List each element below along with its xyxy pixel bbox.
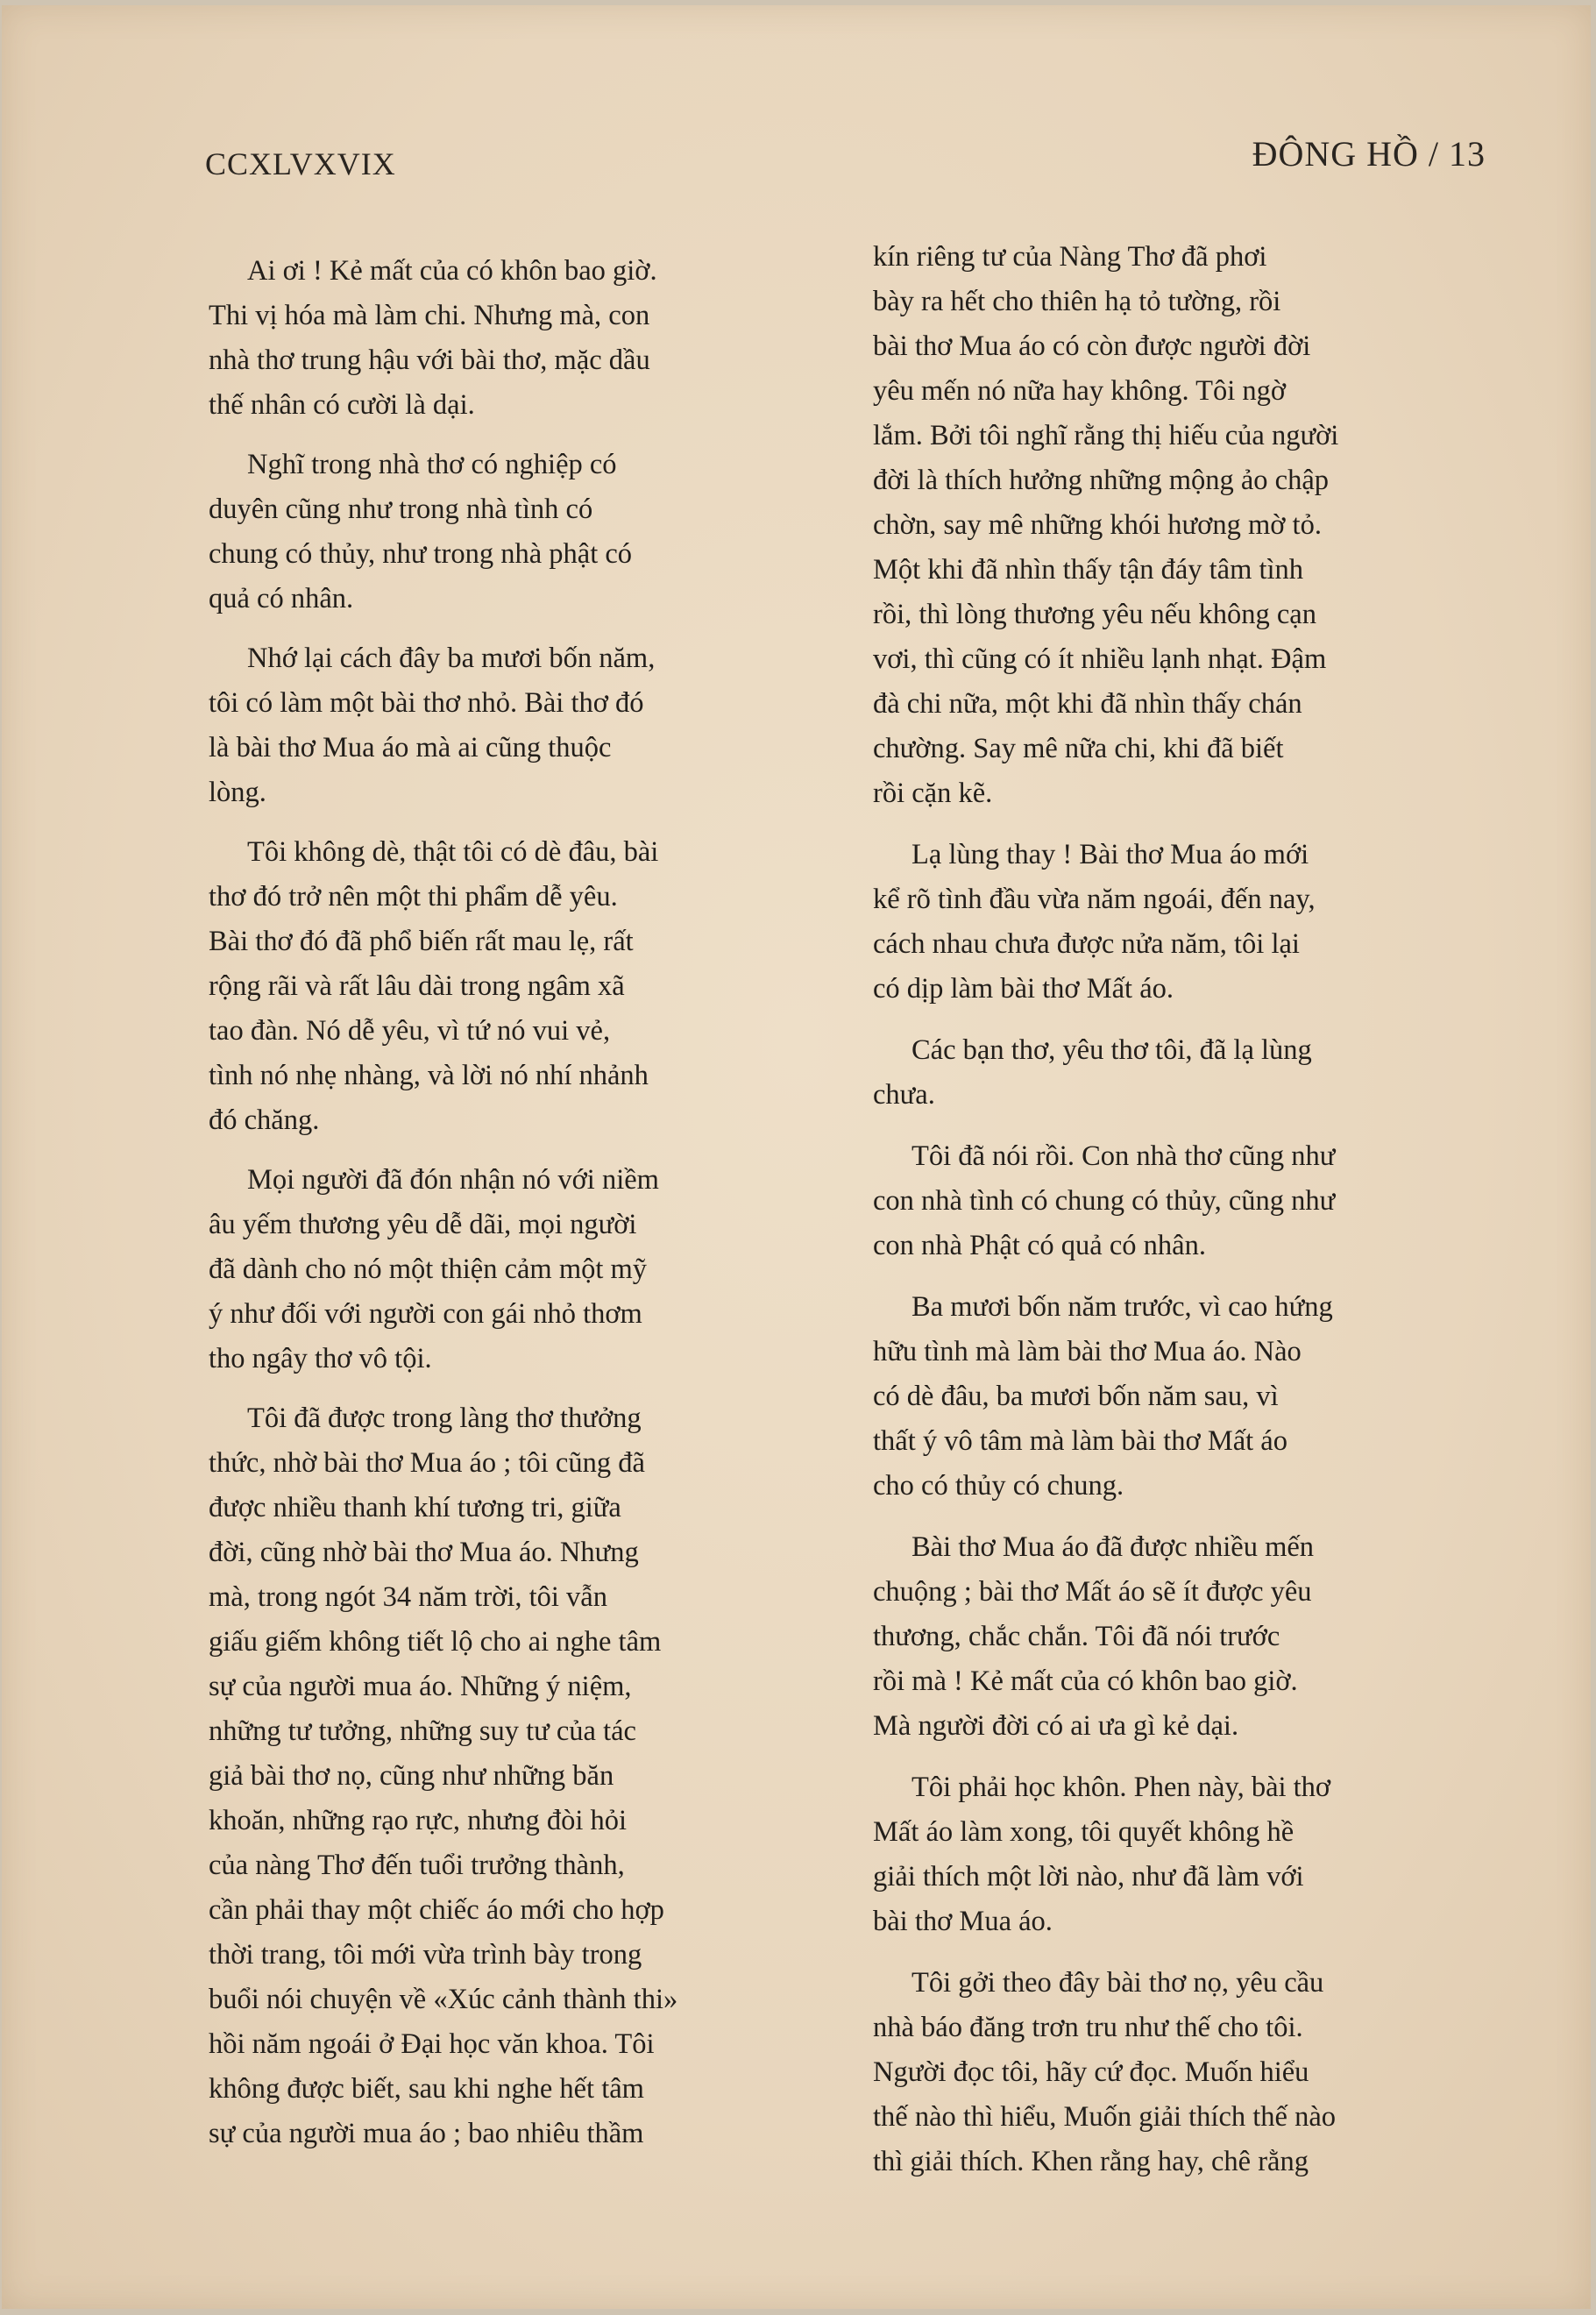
paragraph: Ba mươi bốn năm trước, vì cao hứng hữu tình mà làm bài thơ Mua áo. Nào có dè đâu, ba mươi bốn năm sau, vì thất ý vô tâm mà làm bài thơ Mất áo cho có thủy có chung. — [873, 1291, 1333, 1502]
paragraph: Tôi đã nói rồi. Con nhà thơ cũng như con nhà tình có chung có thủy, cũng như con nhà Phật có quả có nhân. — [873, 1140, 1336, 1261]
text-column-left — [209, 249, 831, 2171]
text-column-right — [873, 235, 1495, 2201]
running-head-left: CCXLVXVIX — [205, 146, 396, 181]
paragraph: kín riêng tư của Nàng Thơ đã phơi bày ra hết cho thiên hạ tỏ tường, rồi bài thơ Mua áo có còn được người đời yêu mến nó nữa hay không. Tôi ngờ lắm. Bởi tôi nghĩ rằng thị hiếu của người đời là thích hưởng những mộng ảo chập chờn, say mê những khói hương mờ tỏ. Một khi đã nhìn thấy tận đáy tâm tình rồi, thì lòng thương yêu nếu không cạn vơi, thì cũng có ít nhiều lạnh nhạt. Đậm đà chi nữa, một khi đã nhìn thấy chán chường. Say mê nữa chi, khi đã biết rồi cặn kẽ. — [873, 241, 1339, 809]
paragraph: Tôi gởi theo đây bài thơ nọ, yêu cầu nhà báo đăng trơn tru như thế cho tôi. Người đọc tôi, hãy cứ đọc. Muốn hiểu thế nào thì hiểu, Muốn giải thích thế nào thì giải thích. Khen rằng hay, chê rằng — [873, 1967, 1337, 2177]
running-head-right: ĐÔNG HỒ / 13 — [1252, 134, 1486, 174]
paragraph: Tôi phải học khôn. Phen này, bài thơ Mất áo làm xong, tôi quyết không hề giải thích một lời nào, như đã làm với bài thơ Mua áo. — [873, 1772, 1331, 1937]
paragraph: Tôi không dè, thật tôi có dè đâu, bài thơ đó trở nên một thi phẩm dễ yêu. Bài thơ đó đã phổ biến rất mau lẹ, rất rộng rãi và rất lâu dài trong ngâm xã tao đàn. Nó dễ yêu, vì tứ nó vui vẻ, tình nó nhẹ nhàng, và lời nó nhí nhảnh đó chăng. — [209, 836, 659, 1136]
paragraph: Nghĩ trong nhà thơ có nghiệp có duyên cũng như trong nhà tình có chung có thủy, như trong nhà phật có quả có nhân. — [209, 449, 633, 614]
paragraph: Ai ơi ! Kẻ mất của có khôn bao giờ. Thi vị hóa mà làm chi. Nhưng mà, con nhà thơ trung hậu với bài thơ, mặc dầu thế nhân có cười là dại. — [209, 255, 657, 421]
paragraph: Các bạn thơ, yêu thơ tôi, đã lạ lùng chưa. — [873, 1034, 1312, 1111]
paragraph: Bài thơ Mua áo đã được nhiều mến chuộng ; bài thơ Mất áo sẽ ít được yêu thương, chắc chắn. Tôi đã nói trước rồi mà ! Kẻ mất của có khôn bao giờ. Mà người đời có ai ưa gì kẻ dại. — [873, 1531, 1315, 1742]
paragraph: Mọi người đã đón nhận nó với niềm âu yếm thương yêu dễ dãi, mọi người đã dành cho nó một thiện cảm một mỹ ý như đối với người con gái nhỏ thơm tho ngây thơ vô tội. — [209, 1164, 659, 1374]
paragraph: Tôi đã được trong làng thơ thưởng thức, nhờ bài thơ Mua áo ; tôi cũng đã được nhiều thanh khí tương tri, giữa đời, cũng nhờ bài thơ Mua áo. Nhưng mà, trong ngót 34 năm trời, tôi vẫn giấu giếm không tiết lộ cho ai nghe tâm sự của người mua áo. Những ý niệm, những tư tưởng, những suy tư của tác giả bài thơ nọ, cũng như những băn khoăn, những rạo rực, nhưng đòi hỏi của nàng Thơ đến tuổi trưởng thành, cần phải thay một chiếc áo mới cho hợp thời trang, tôi mới vừa trình bày trong buổi nói chuyện về «Xúc cảnh thành thi» hồi năm ngoái ở Đại học văn khoa. Tôi không được biết, sau khi nghe hết tâm sự của người mua áo ; bao nhiêu thầm — [209, 1402, 678, 2149]
paragraph: Lạ lùng thay ! Bài thơ Mua áo mới kể rõ tình đầu vừa năm ngoái, đến nay, cách nhau chưa được nửa năm, tôi lại có dịp làm bài thơ Mất áo. — [873, 839, 1316, 1005]
paragraph: Nhớ lại cách đây ba mươi bốn năm, tôi có làm một bài thơ nhỏ. Bài thơ đó là bài thơ Mua áo mà ai cũng thuộc lòng. — [209, 643, 656, 808]
book-page — [2, 5, 1591, 2309]
